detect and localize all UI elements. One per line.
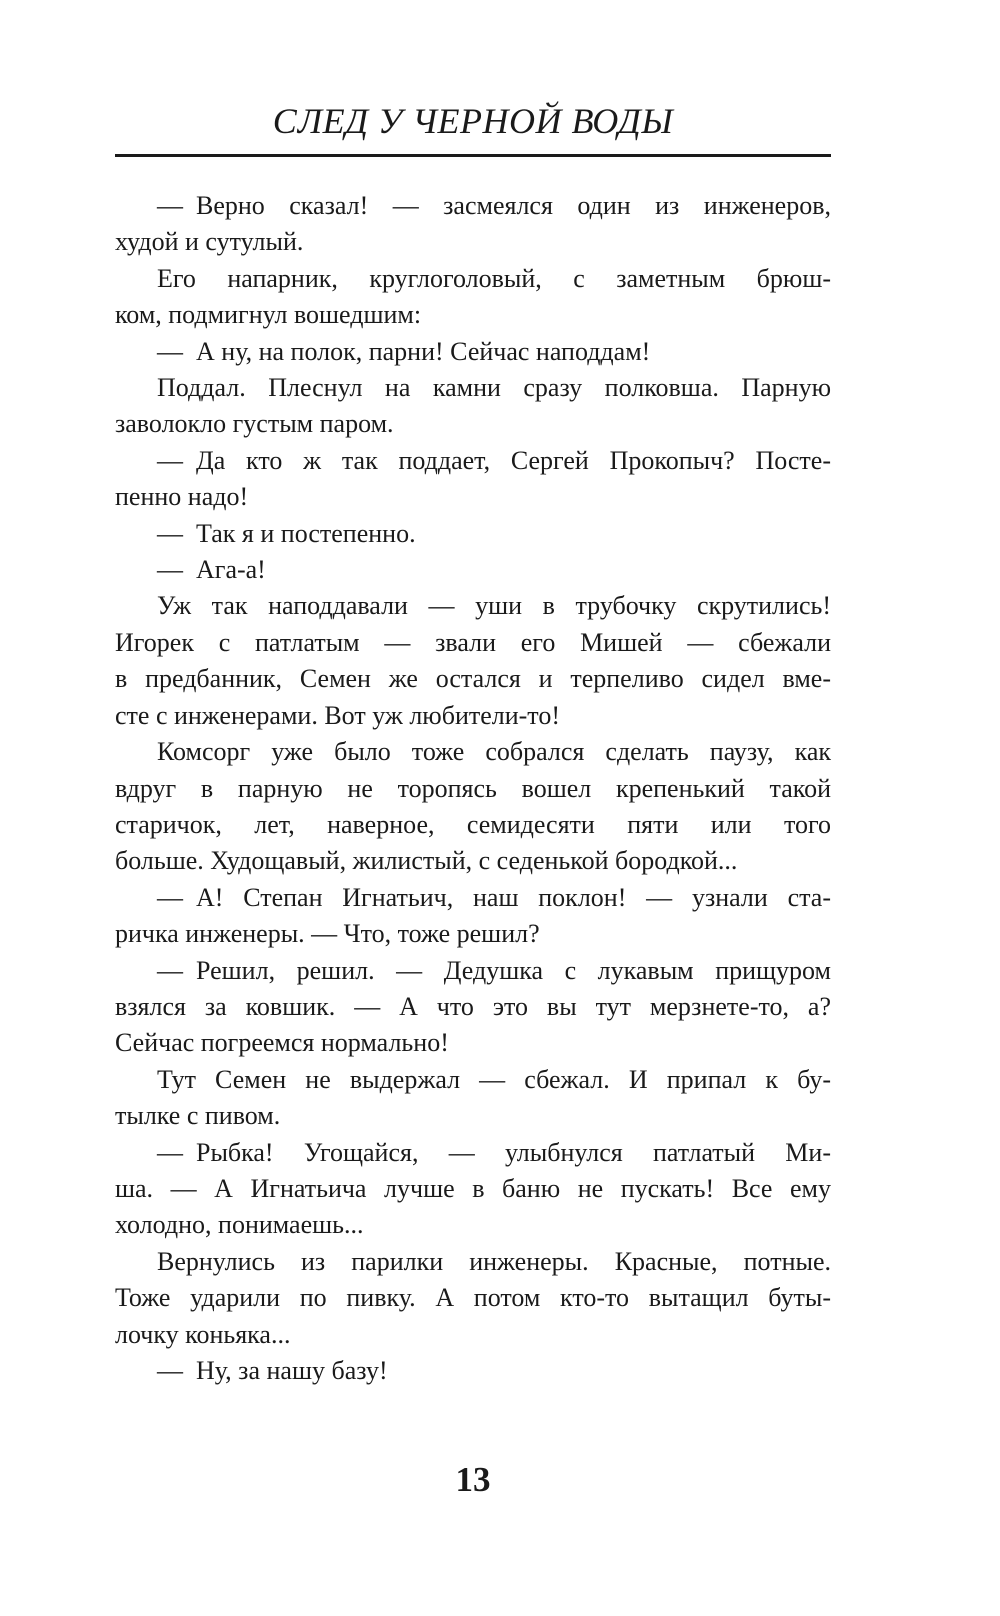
text-line: заволокло густым паром.	[115, 409, 394, 439]
page-number: 13	[455, 1460, 491, 1499]
text-line: тылке с пивом.	[115, 1101, 281, 1131]
text-line: Тут Семен не выдержал — сбежал. И припал к бу-	[157, 1064, 831, 1094]
text-line: в предбанник, Семен же остался и терпеливо сидел вме-	[115, 664, 831, 694]
text-line: Поддал. Плеснул на камни сразу полковша. Парную	[157, 373, 831, 403]
text-line: Комсорг уже было тоже собрался сделать паузу, как	[157, 737, 831, 767]
text-line: Уж так наподдавали — уши в трубочку скрутились!	[157, 591, 831, 621]
text-line: — Ну, за нашу базу!	[157, 1356, 388, 1385]
text-line: — Ага-а!	[157, 555, 266, 585]
text-line: — Решил, решил. — Дедушка с лукавым прищуром	[157, 955, 831, 985]
text-line: Вернулись из парилки инженеры. Красные, потные.	[157, 1246, 831, 1276]
running-title: СЛЕД У ЧЕРНОЙ ВОДЫ	[272, 101, 674, 141]
text-line: лочку коньяка...	[115, 1319, 291, 1349]
body-text	[115, 188, 831, 1389]
text-line: больше. Худощавый, жилистый, с седенькой бородкой...	[115, 846, 738, 876]
text-line: Его напарник, круглоголовый, с заметным брюш-	[157, 263, 831, 293]
text-line: — Рыбка! Угощайся, — улыбнулся патлатый Ми-	[157, 1137, 831, 1167]
text-line: ком, подмигнул вошедшим:	[115, 300, 422, 330]
text-line: ричка инженеры. — Что, тоже решил?	[115, 919, 540, 949]
text-line: холодно, понимаешь...	[115, 1210, 364, 1240]
header-rule	[115, 154, 831, 157]
text-line: — Так я и постепенно.	[157, 518, 416, 548]
text-line: пенно надо!	[115, 482, 249, 512]
text-line: вдруг в парную не торопясь вошел крепенький такой	[115, 773, 831, 803]
text-line: — А ну, на полок, парни! Сейчас наподдам!	[157, 336, 651, 366]
text-line: сте с инженерами. Вот уж любители-то!	[115, 700, 560, 730]
text-line: ша. — А Игнатьича лучше в баню не пускать! Все ему	[115, 1173, 831, 1203]
text-line: — Да кто ж так поддает, Сергей Прокопыч? Посте-	[157, 445, 831, 475]
text-line: Сейчас погреемся нормально!	[115, 1028, 449, 1058]
text-line: худой и сутулый.	[115, 227, 304, 257]
text-line: взялся за ковшик. — А что это вы тут мерзнете-то, а?	[115, 991, 831, 1021]
text-line: Игорек с патлатым — звали его Мишей — сбежали	[115, 627, 831, 657]
text-line: старичок, лет, наверное, семидесяти пяти или того	[115, 809, 831, 839]
text-line: — Верно сказал! — засмеялся один из инженеров,	[157, 191, 831, 220]
text-line: — А! Степан Игнатьич, наш поклон! — узнали ста-	[157, 882, 831, 912]
text-line: Тоже ударили по пивку. А потом кто-то вытащил буты-	[115, 1283, 831, 1313]
